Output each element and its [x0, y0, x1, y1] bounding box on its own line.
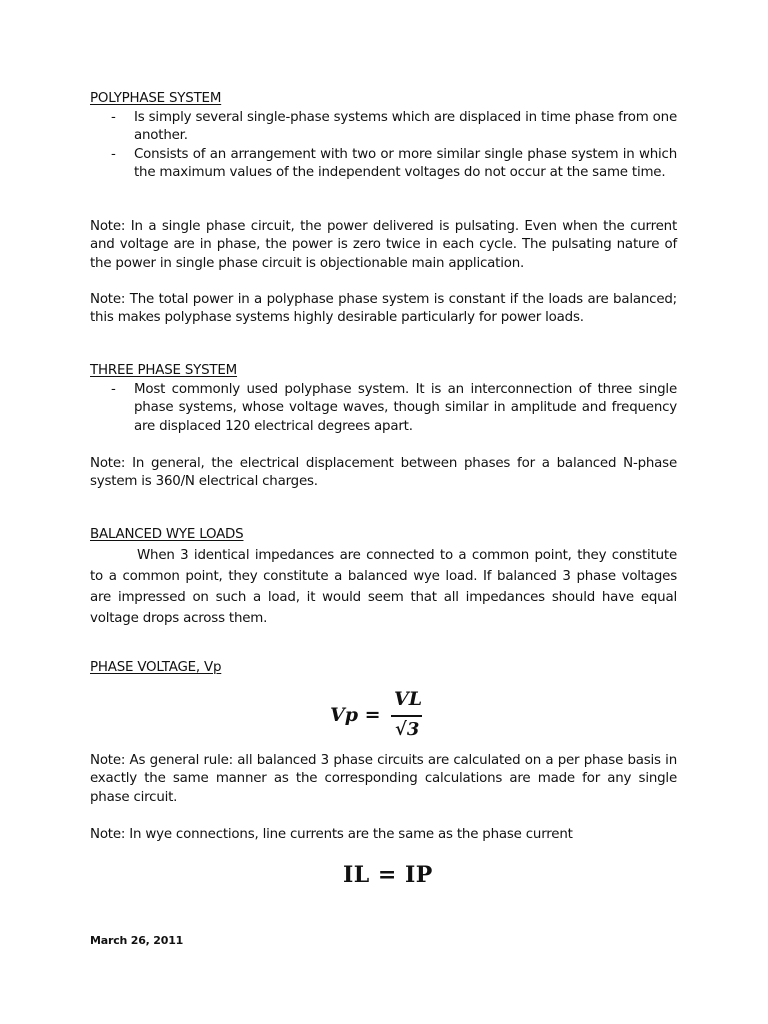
- note-paragraph: Note: In a single phase circuit, the power delivered is pulsating. Even when the current and voltage are in phase, the power is zero twice in each cycle. The pulsating nature of the power in single phase circuit is objectionable main application.: [90, 219, 677, 271]
- list-item: - Consists of an arrangement with two or more similar single phase system in which the maximum values of the independent voltages do not occur at the same time.: [111, 146, 677, 180]
- heading-three-phase-system: THREE PHASE SYSTEM: [90, 363, 238, 378]
- equation-lhs: Vp =: [330, 704, 381, 726]
- phase-voltage-equation: [330, 688, 426, 750]
- bullet-dash: -: [111, 146, 116, 162]
- bullet-dash: -: [111, 110, 116, 125]
- equation-numerator: VL: [394, 688, 423, 710]
- fraction-bar: [391, 715, 422, 717]
- note-paragraph: Note: The total power in a polyphase phase system is constant if the loads are balanced; this makes polyphase systems highly desirable particularly for power loads.: [90, 292, 677, 326]
- list-item: - Is simply several single-phase systems which are displaced in time phase from one another.: [111, 110, 677, 144]
- heading-phase-voltage: PHASE VOLTAGE, Vp: [90, 660, 222, 675]
- bullet-dash: -: [111, 382, 116, 397]
- polyphase-bullet-list: [90, 109, 677, 182]
- list-item: - Most commonly used polyphase system. It is an interconnection of three single phase systems, whose voltage waves, though similar in amplitude and frequency are displaced 120 electrical degrees apart.: [111, 382, 677, 434]
- note-paragraph: Note: In wye connections, line currents are the same as the phase current: [90, 827, 573, 842]
- line-current-equation: IL = IP: [343, 862, 433, 888]
- equation-denominator: √3: [395, 719, 420, 740]
- footer-date: March 26, 2011: [90, 934, 184, 947]
- body-paragraph: When 3 identical impedances are connected to a common point, they constitute to a common point, they constitute a balanced wye load. If balanced 3 phase voltages are impressed on such a load, it would seem that all impedances should have equal voltage drops across them.: [90, 548, 677, 626]
- note-paragraph: Note: As general rule: all balanced 3 phase circuits are calculated on a per phase basis in exactly the same manner as the corresponding calculations are made for any single phase circuit.: [90, 753, 677, 805]
- note-paragraph: Note: In general, the electrical displacement between phases for a balanced N-phase system is 360/N electrical charges.: [90, 456, 677, 490]
- heading-balanced-wye-loads: BALANCED WYE LOADS: [90, 527, 244, 542]
- three-phase-bullet-list: [90, 381, 677, 436]
- heading-polyphase-system: POLYPHASE SYSTEM: [90, 91, 222, 106]
